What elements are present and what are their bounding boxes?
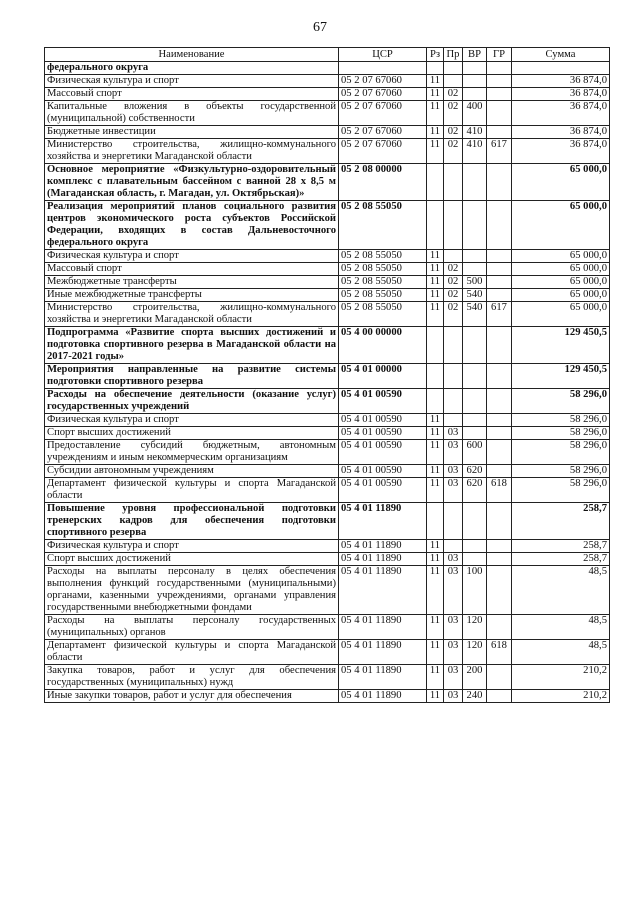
cell-csr: 05 4 01 11890 (339, 503, 427, 540)
cell-csr: 05 2 08 55050 (339, 276, 427, 289)
cell-rz: 11 (427, 276, 444, 289)
cell-gr (487, 615, 512, 640)
table-row (45, 540, 610, 553)
cell-name: Основное мероприятие «Физкультурно-оздоровительный комплекс с плавательным бассейном с ванной 28 х 8,5 м (Магаданская область, г. Магадан, ул. Октябрьская)» (45, 164, 339, 201)
cell-name: Расходы на обеспечение деятельности (оказание услуг) государственных учреждений (45, 389, 339, 414)
cell-vr: 120 (463, 640, 487, 665)
cell-vr: 400 (463, 101, 487, 126)
cell-csr: 05 4 01 11890 (339, 540, 427, 553)
cell-sum: 36 874,0 (512, 101, 610, 126)
table-row (45, 88, 610, 101)
cell-name: Физическая культура и спорт (45, 414, 339, 427)
cell-vr: 410 (463, 126, 487, 139)
cell-csr: 05 2 07 67060 (339, 139, 427, 164)
header-gr: ГР (487, 48, 512, 62)
cell-sum: 258,7 (512, 503, 610, 540)
table-row (45, 414, 610, 427)
cell-sum (512, 62, 610, 75)
cell-gr (487, 690, 512, 703)
cell-gr (487, 327, 512, 364)
cell-csr (339, 62, 427, 75)
cell-name: Физическая культура и спорт (45, 540, 339, 553)
cell-name: Спорт высших достижений (45, 427, 339, 440)
cell-vr (463, 62, 487, 75)
cell-gr (487, 263, 512, 276)
cell-sum: 48,5 (512, 615, 610, 640)
cell-rz (427, 389, 444, 414)
table-row (45, 101, 610, 126)
cell-rz: 11 (427, 553, 444, 566)
cell-gr (487, 201, 512, 250)
cell-vr (463, 75, 487, 88)
cell-gr: 618 (487, 478, 512, 503)
cell-rz: 11 (427, 478, 444, 503)
cell-pr (444, 389, 463, 414)
cell-vr (463, 553, 487, 566)
cell-gr (487, 389, 512, 414)
cell-sum: 58 296,0 (512, 478, 610, 503)
cell-name: Департамент физической культуры и спорта Магаданской области (45, 478, 339, 503)
cell-gr: 617 (487, 139, 512, 164)
cell-csr: 05 2 08 55050 (339, 201, 427, 250)
cell-pr (444, 540, 463, 553)
cell-vr (463, 414, 487, 427)
page-number: 67 (313, 20, 327, 35)
table-row (45, 615, 610, 640)
table-row (45, 427, 610, 440)
table-row (45, 440, 610, 465)
table-row (45, 553, 610, 566)
table-row (45, 263, 610, 276)
cell-name: Предоставление субсидий бюджетным, автономным учреждениям и иным некоммерческим организациям (45, 440, 339, 465)
cell-name: Повышение уровня профессиональной подготовки тренерских кадров для обеспечения подготовки спортивного резерва (45, 503, 339, 540)
cell-gr (487, 427, 512, 440)
cell-sum: 258,7 (512, 540, 610, 553)
cell-csr: 05 2 07 67060 (339, 101, 427, 126)
table-row (45, 139, 610, 164)
cell-csr: 05 4 00 00000 (339, 327, 427, 364)
cell-vr (463, 263, 487, 276)
table-row (45, 62, 610, 75)
table-row (45, 302, 610, 327)
cell-sum: 58 296,0 (512, 427, 610, 440)
header-vr: ВР (463, 48, 487, 62)
cell-csr: 05 4 01 00590 (339, 427, 427, 440)
cell-rz: 11 (427, 465, 444, 478)
cell-rz (427, 327, 444, 364)
cell-csr: 05 4 01 11890 (339, 553, 427, 566)
table-row (45, 364, 610, 389)
cell-vr (463, 201, 487, 250)
cell-csr: 05 2 08 00000 (339, 164, 427, 201)
cell-sum: 48,5 (512, 566, 610, 615)
cell-csr: 05 2 08 55050 (339, 250, 427, 263)
cell-name: Массовый спорт (45, 88, 339, 101)
cell-pr: 03 (444, 478, 463, 503)
cell-rz: 11 (427, 615, 444, 640)
cell-csr: 05 4 01 00000 (339, 364, 427, 389)
cell-name: Массовый спорт (45, 263, 339, 276)
cell-vr: 240 (463, 690, 487, 703)
table-row (45, 201, 610, 250)
cell-name: Спорт высших достижений (45, 553, 339, 566)
cell-pr (444, 164, 463, 201)
table-body (45, 62, 610, 703)
table-row (45, 690, 610, 703)
cell-csr: 05 2 07 67060 (339, 126, 427, 139)
cell-sum: 65 000,0 (512, 302, 610, 327)
cell-pr (444, 250, 463, 263)
table-row (45, 478, 610, 503)
header-rz: Рз (427, 48, 444, 62)
cell-pr: 02 (444, 126, 463, 139)
table-row (45, 665, 610, 690)
cell-vr: 620 (463, 478, 487, 503)
cell-sum: 58 296,0 (512, 414, 610, 427)
cell-csr: 05 2 07 67060 (339, 88, 427, 101)
cell-sum: 210,2 (512, 690, 610, 703)
cell-rz: 11 (427, 289, 444, 302)
cell-vr: 200 (463, 665, 487, 690)
cell-name: Капитальные вложения в объекты государственной (муниципальной) собственности (45, 101, 339, 126)
cell-csr: 05 2 07 67060 (339, 75, 427, 88)
cell-name: Физическая культура и спорт (45, 250, 339, 263)
cell-name: Межбюджетные трансферты (45, 276, 339, 289)
header-sum: Сумма (512, 48, 610, 62)
cell-name: Субсидии автономным учреждениям (45, 465, 339, 478)
cell-vr (463, 327, 487, 364)
header-pr: Пр (444, 48, 463, 62)
cell-name: Реализация мероприятий планов социального развития центров экономического роста субъектов Российской Федерации, входящих в состав Дальневосточного федерального округа (45, 201, 339, 250)
cell-sum: 65 000,0 (512, 289, 610, 302)
cell-vr: 120 (463, 615, 487, 640)
table-row (45, 164, 610, 201)
cell-sum: 210,2 (512, 665, 610, 690)
cell-rz: 11 (427, 139, 444, 164)
cell-rz: 11 (427, 302, 444, 327)
cell-pr: 02 (444, 88, 463, 101)
cell-sum: 65 000,0 (512, 201, 610, 250)
table-row (45, 75, 610, 88)
cell-gr (487, 101, 512, 126)
cell-rz: 11 (427, 75, 444, 88)
cell-pr: 02 (444, 289, 463, 302)
cell-rz (427, 364, 444, 389)
cell-csr: 05 4 01 11890 (339, 615, 427, 640)
cell-csr: 05 4 01 00590 (339, 414, 427, 427)
cell-rz (427, 503, 444, 540)
cell-gr (487, 126, 512, 139)
cell-pr: 03 (444, 553, 463, 566)
cell-rz: 11 (427, 427, 444, 440)
cell-gr (487, 414, 512, 427)
cell-pr: 02 (444, 101, 463, 126)
cell-rz (427, 201, 444, 250)
cell-pr: 03 (444, 690, 463, 703)
cell-name: Министерство строительства, жилищно-коммунального хозяйства и энергетики Магаданской области (45, 302, 339, 327)
cell-sum: 65 000,0 (512, 164, 610, 201)
cell-rz: 11 (427, 640, 444, 665)
cell-gr (487, 503, 512, 540)
cell-vr: 100 (463, 566, 487, 615)
cell-name: Подпрограмма «Развитие спорта высших достижений и подготовка спортивного резерва в Магаданской области на 2017-2021 годы» (45, 327, 339, 364)
cell-gr (487, 250, 512, 263)
cell-name: Мероприятия направленные на развитие системы подготовки спортивного резерва (45, 364, 339, 389)
table-row (45, 640, 610, 665)
cell-vr (463, 164, 487, 201)
cell-csr: 05 4 01 11890 (339, 566, 427, 615)
cell-gr (487, 62, 512, 75)
cell-pr: 03 (444, 427, 463, 440)
cell-csr: 05 2 08 55050 (339, 302, 427, 327)
header-csr: ЦСР (339, 48, 427, 62)
cell-gr (487, 289, 512, 302)
cell-csr: 05 4 01 00590 (339, 478, 427, 503)
cell-pr: 03 (444, 640, 463, 665)
cell-vr: 620 (463, 465, 487, 478)
cell-gr (487, 566, 512, 615)
cell-vr: 500 (463, 276, 487, 289)
cell-vr (463, 389, 487, 414)
budget-table (44, 47, 610, 703)
cell-pr: 02 (444, 263, 463, 276)
cell-csr: 05 4 01 11890 (339, 665, 427, 690)
cell-vr: 540 (463, 289, 487, 302)
cell-name: Расходы на выплаты персоналу в целях обеспечения выполнения функций государственными (муниципальными) органами, казенными учреждениями, органами управления государственными внебюджетными фондами (45, 566, 339, 615)
cell-rz (427, 62, 444, 75)
cell-gr: 618 (487, 640, 512, 665)
table-row (45, 503, 610, 540)
cell-vr (463, 88, 487, 101)
cell-pr (444, 62, 463, 75)
cell-vr (463, 250, 487, 263)
cell-rz: 11 (427, 250, 444, 263)
cell-pr (444, 201, 463, 250)
cell-pr (444, 364, 463, 389)
cell-rz: 11 (427, 414, 444, 427)
cell-sum: 58 296,0 (512, 389, 610, 414)
cell-sum: 65 000,0 (512, 250, 610, 263)
table-row (45, 327, 610, 364)
cell-pr (444, 503, 463, 540)
cell-pr: 03 (444, 566, 463, 615)
cell-rz (427, 164, 444, 201)
cell-vr (463, 427, 487, 440)
cell-name: Иные межбюджетные трансферты (45, 289, 339, 302)
cell-vr (463, 364, 487, 389)
cell-gr (487, 465, 512, 478)
cell-sum: 36 874,0 (512, 139, 610, 164)
cell-csr: 05 4 01 11890 (339, 640, 427, 665)
table-row (45, 250, 610, 263)
cell-pr: 02 (444, 139, 463, 164)
cell-rz: 11 (427, 88, 444, 101)
cell-pr: 03 (444, 465, 463, 478)
cell-rz: 11 (427, 665, 444, 690)
cell-name: Министерство строительства, жилищно-коммунального хозяйства и энергетики Магаданской области (45, 139, 339, 164)
table-row (45, 465, 610, 478)
cell-sum: 36 874,0 (512, 75, 610, 88)
cell-name: Департамент физической культуры и спорта Магаданской области (45, 640, 339, 665)
cell-sum: 58 296,0 (512, 465, 610, 478)
header-row (45, 48, 610, 62)
cell-name: Физическая культура и спорт (45, 75, 339, 88)
table-row (45, 276, 610, 289)
cell-rz: 11 (427, 263, 444, 276)
cell-name: федерального округа (45, 62, 339, 75)
table-row (45, 289, 610, 302)
cell-vr: 600 (463, 440, 487, 465)
cell-name: Иные закупки товаров, работ и услуг для обеспечения (45, 690, 339, 703)
cell-rz: 11 (427, 440, 444, 465)
cell-gr (487, 665, 512, 690)
cell-pr (444, 75, 463, 88)
cell-csr: 05 2 08 55050 (339, 289, 427, 302)
cell-csr: 05 4 01 11890 (339, 690, 427, 703)
cell-sum: 36 874,0 (512, 88, 610, 101)
cell-pr: 03 (444, 440, 463, 465)
cell-pr (444, 414, 463, 427)
cell-sum: 58 296,0 (512, 440, 610, 465)
cell-vr: 410 (463, 139, 487, 164)
cell-name: Бюджетные инвестиции (45, 126, 339, 139)
cell-gr (487, 364, 512, 389)
cell-name: Закупка товаров, работ и услуг для обеспечения государственных (муниципальных) нужд (45, 665, 339, 690)
cell-csr: 05 4 01 00590 (339, 389, 427, 414)
table-row (45, 566, 610, 615)
cell-gr (487, 553, 512, 566)
cell-csr: 05 4 01 00590 (339, 465, 427, 478)
cell-rz: 11 (427, 101, 444, 126)
cell-pr: 02 (444, 276, 463, 289)
cell-pr (444, 327, 463, 364)
header-name: Наименование (45, 48, 339, 62)
cell-sum: 48,5 (512, 640, 610, 665)
cell-pr: 03 (444, 665, 463, 690)
cell-vr (463, 503, 487, 540)
cell-gr (487, 276, 512, 289)
cell-name: Расходы на выплаты персоналу государственных (муниципальных) органов (45, 615, 339, 640)
cell-pr: 02 (444, 302, 463, 327)
cell-sum: 65 000,0 (512, 263, 610, 276)
cell-pr: 03 (444, 615, 463, 640)
table-row (45, 389, 610, 414)
cell-gr (487, 75, 512, 88)
cell-sum: 129 450,5 (512, 364, 610, 389)
cell-gr: 617 (487, 302, 512, 327)
cell-sum: 129 450,5 (512, 327, 610, 364)
cell-csr: 05 2 08 55050 (339, 263, 427, 276)
cell-csr: 05 4 01 00590 (339, 440, 427, 465)
cell-rz: 11 (427, 690, 444, 703)
cell-rz: 11 (427, 126, 444, 139)
cell-gr (487, 164, 512, 201)
cell-sum: 65 000,0 (512, 276, 610, 289)
cell-gr (487, 540, 512, 553)
table-row (45, 126, 610, 139)
cell-gr (487, 88, 512, 101)
cell-sum: 258,7 (512, 553, 610, 566)
cell-rz: 11 (427, 540, 444, 553)
cell-gr (487, 440, 512, 465)
cell-sum: 36 874,0 (512, 126, 610, 139)
cell-rz: 11 (427, 566, 444, 615)
cell-vr (463, 540, 487, 553)
cell-vr: 540 (463, 302, 487, 327)
